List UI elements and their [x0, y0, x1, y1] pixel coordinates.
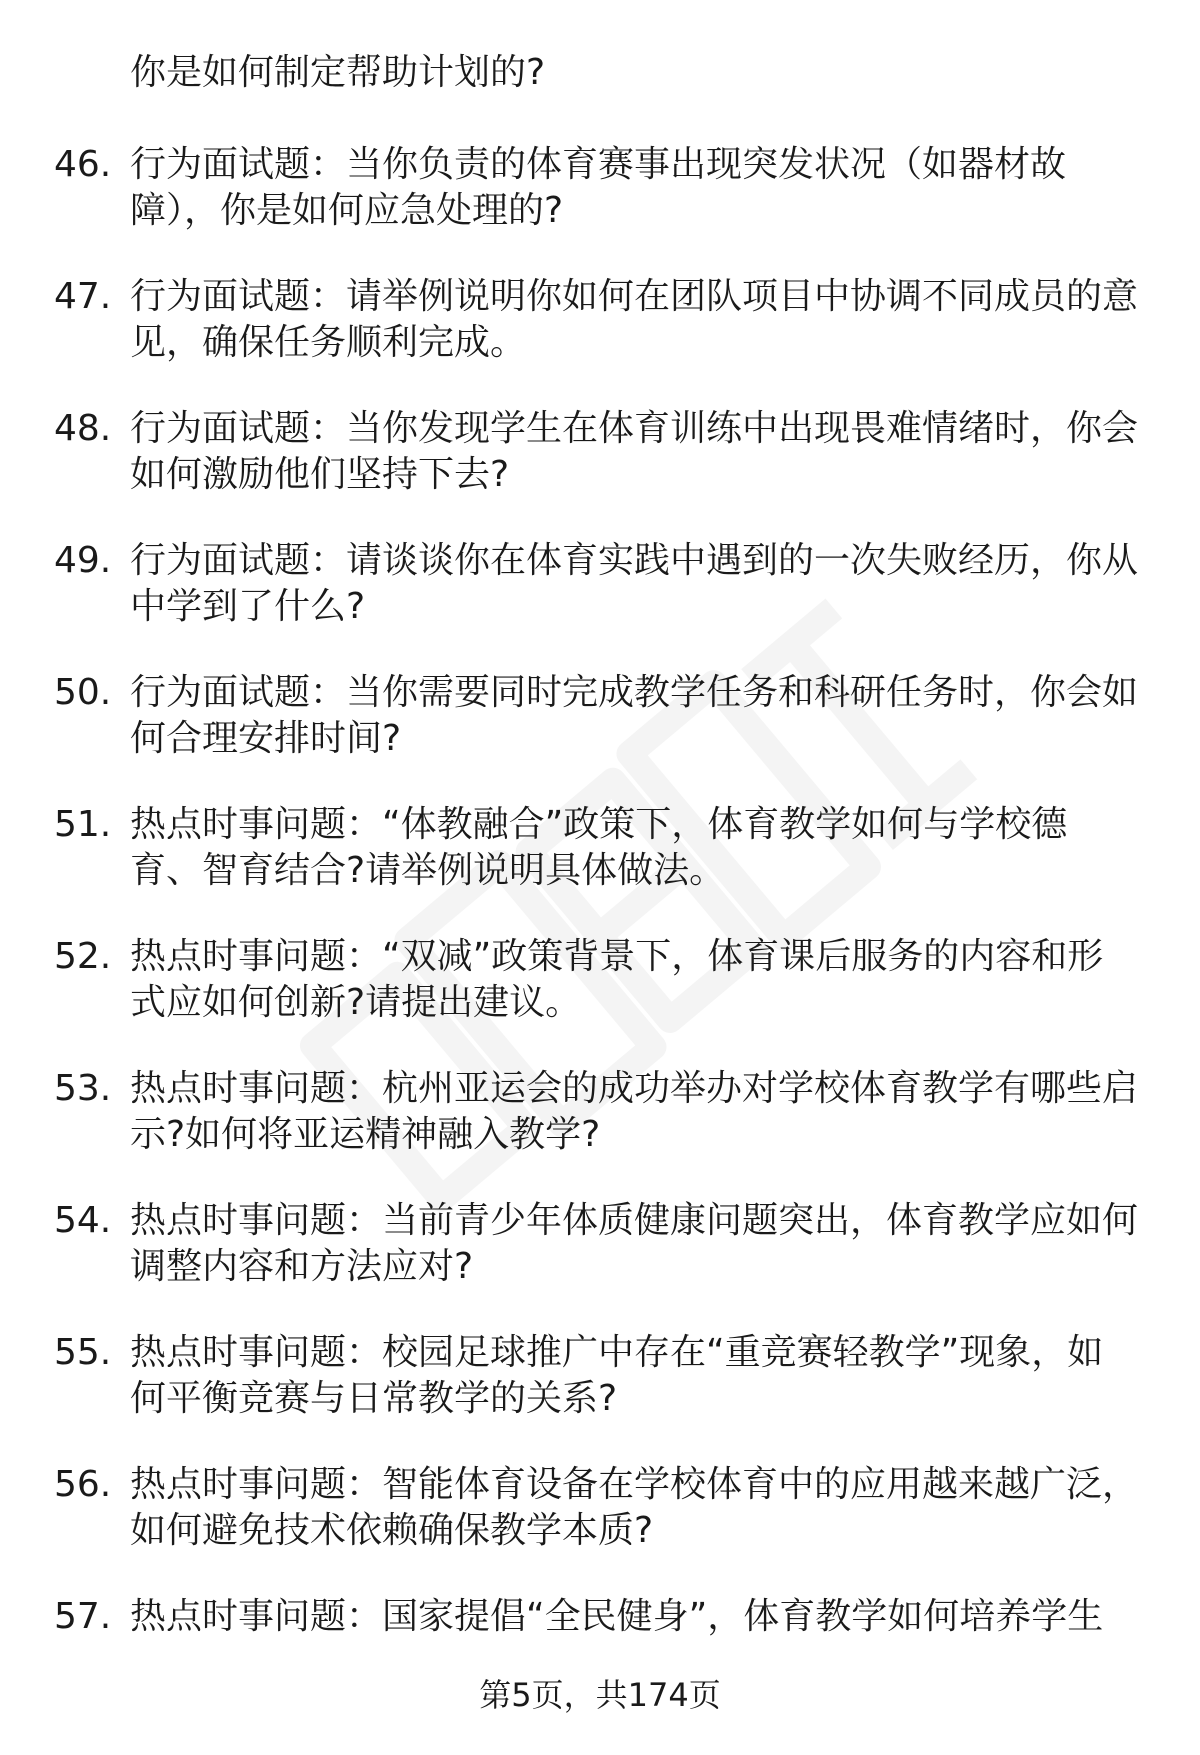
item-text-line: 行为面试题：当你负责的体育赛事出现突发状况（如器材故 [130, 144, 1067, 185]
list-item [0, 802, 1200, 934]
page-footer: 第5页，共174页 [479, 1676, 721, 1714]
item-number: 50. [54, 672, 112, 713]
list-item [0, 670, 1200, 802]
item-text-line: 行为面试题：当你发现学生在体育训练中出现畏难情绪时，你会 [130, 408, 1139, 449]
list-item [0, 142, 1200, 274]
item-text [130, 538, 1150, 630]
item-number: 47. [54, 276, 112, 317]
item-text [130, 1066, 1150, 1158]
item-text-line: 热点时事问题：“双减”政策背景下，体育课后服务的内容和形 [130, 936, 1104, 977]
item-text-line: 调整内容和方法应对? [130, 1246, 474, 1287]
list-item [0, 538, 1200, 670]
question-list [0, 142, 1200, 1726]
item-number: 49. [54, 540, 112, 581]
item-text-line: 热点时事问题：国家提倡“全民健身”，体育教学如何培养学生 [130, 1596, 1104, 1637]
item-text [130, 1330, 1150, 1422]
item-number: 46. [54, 144, 112, 185]
item-text [130, 934, 1150, 1026]
item-text-line: 行为面试题：当你需要同时完成教学任务和科研任务时，你会如 [130, 672, 1139, 713]
list-item [0, 934, 1200, 1066]
item-number: 54. [54, 1200, 112, 1241]
item-text-line: 式应如何创新?请提出建议。 [130, 982, 582, 1023]
item-text-line: 见，确保任务顺利完成。 [130, 322, 527, 363]
item-number: 57. [54, 1596, 112, 1637]
item-text [130, 274, 1150, 366]
item-text-line: 育、智育结合?请举例说明具体做法。 [130, 850, 726, 891]
item-number: 48. [54, 408, 112, 449]
list-item [0, 274, 1200, 406]
item-text-line: 障），你是如何应急处理的? [130, 190, 564, 231]
item-text [130, 142, 1150, 234]
item-text [130, 802, 1150, 894]
item-text-line: 何平衡竞赛与日常教学的关系? [130, 1378, 618, 1419]
item-text-line: 如何激励他们坚持下去? [130, 454, 510, 495]
list-item [0, 406, 1200, 538]
item-number: 55. [54, 1332, 112, 1373]
item-text-line: 热点时事问题：当前青少年体质健康问题突出，体育教学应如何 [130, 1200, 1139, 1241]
list-item [0, 1330, 1200, 1462]
item-number: 51. [54, 804, 112, 845]
item-text-line: 热点时事问题：杭州亚运会的成功举办对学校体育教学有哪些启 [130, 1068, 1139, 1109]
item-text-line: 行为面试题：请举例说明你如何在团队项目中协调不同成员的意 [130, 276, 1139, 317]
item-text [130, 1594, 1150, 1640]
item-text [130, 1462, 1150, 1554]
item-text-line: 如何避免技术依赖确保教学本质? [130, 1510, 654, 1551]
item-text [130, 670, 1150, 762]
list-item [0, 1066, 1200, 1198]
continuation-line: 你是如何制定帮助计划的? [130, 52, 546, 93]
item-text-line: 何合理安排时间? [130, 718, 402, 759]
item-text-line: 热点时事问题：校园足球推广中存在“重竞赛轻教学”现象，如 [130, 1332, 1104, 1373]
list-item [0, 1198, 1200, 1330]
item-number: 53. [54, 1068, 112, 1109]
item-text-line: 行为面试题：请谈谈你在体育实践中遇到的一次失败经历，你从 [130, 540, 1139, 581]
item-text [130, 1198, 1150, 1290]
item-text-line: 热点时事问题：智能体育设备在学校体育中的应用越来越广泛， [130, 1464, 1139, 1505]
item-number: 52. [54, 936, 112, 977]
item-text [130, 406, 1150, 498]
item-text-line: 示?如何将亚运精神融入教学? [130, 1114, 601, 1155]
list-item [0, 1462, 1200, 1594]
item-number: 56. [54, 1464, 112, 1505]
item-text-line: 热点时事问题：“体教融合”政策下，体育教学如何与学校德 [130, 804, 1068, 845]
item-text-line: 中学到了什么? [130, 586, 366, 627]
